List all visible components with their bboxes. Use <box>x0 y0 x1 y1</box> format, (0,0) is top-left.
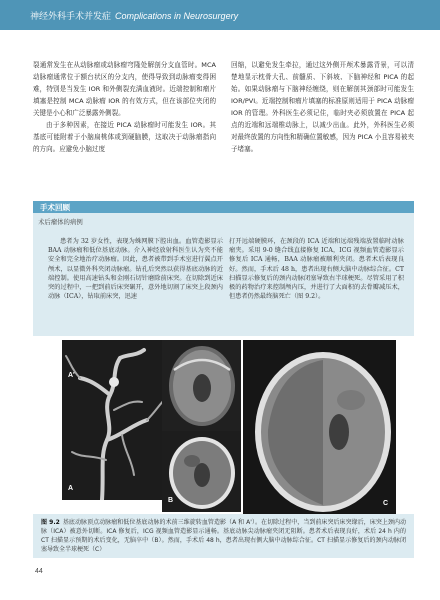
figure-caption-text: 基底动脉顶点动脉瘤和低位基底动脉的术前三维旋转血管造影（A 和 A'）。在切除过程中，当到前床突后床突缘后，床突上颈内动脉（ICA）被意外切断。ICA 修复后，ICG 视频血管造影显示通畅。基底动脉尖动脉瘤夹闭无阻断。患者术后表现良好，术后 24 h 内的 CT 扫描显示预期的术后变化，无脑卒中（B）。然而，手术后 48 h，患者出现右侧大脑中动脉综合征。CT 扫描显示修复后的颈内动脉闭塞导致全半球梗死（C） <box>41 519 406 553</box>
case-review-box <box>33 213 414 336</box>
ct-scan-graphic-b-top <box>162 340 241 431</box>
figure-label-b: B <box>168 497 174 504</box>
body-paragraph: 由于多种因素，在接近 PICA 动脉瘤时可能发生 IOR。其基底可能附着于小脑扁桃体或到硬脑膜，这取决于动脉瘤指向的方向。应避免小脑过度 <box>33 121 216 153</box>
case-column-left <box>48 237 223 301</box>
running-header <box>0 0 440 30</box>
case-paragraph: 打开远端硬膜环，在颈段的 ICA 近端和远端残端放置临时动脉瘤夹。采用 9-0 缝合线直接修复 ICA，ICG 视频血管造影显示修复后 ICA 通畅，BAA 动脉瘤被顺利夹闭。患者术后表现良好。然而，手术后 48 h，患者出现右侧大脑中动脉综合征。CT 扫描显示修复后的颈内动脉闭塞导致右半球梗死。尽管采用了积极的药物治疗来控制颅内压，并进行了大面积的去骨瓣减压术，但患者仍然最终脑死亡（图 9.2）。 <box>229 238 404 301</box>
figure-label-a: A <box>68 485 74 492</box>
ct-scan-graphic-b <box>162 431 241 512</box>
figure-label-a-prime: A' <box>68 372 75 379</box>
header-title-en: Complications in Neurosurgery <box>115 11 239 21</box>
ct-scan-graphic-c <box>243 340 396 515</box>
body-paragraph: 回缩，以避免发生牵拉，通过这外侧开颅术暴露背景，可以清楚地显示枕骨大孔、前髓质、下斜坡、下脑神经和 PICA 的起始。如果动脉瘤与下脑神经缠绕，则在解剖其颈部时可能发生 IOR/PVI。近端控制和瘤片填塞的标准原则适用于 PICA 动脉瘤 IOR 的管理。外科医生必须记住，临时夹必须放置在 PICA 起点的近端和远端椎动脉上，以减少出血。此外，外科医生必须对最终放置的方向性和精确位置敏感，因为 PICA 小且容易被夹子堵塞。 <box>231 61 414 153</box>
header-title-zh: 神经外科手术并发症 <box>30 12 112 22</box>
ct-image-c <box>243 340 396 515</box>
ct-image-b-top <box>162 340 241 431</box>
case-column-right <box>229 237 404 301</box>
ct-image-b <box>162 431 241 512</box>
case-paragraph: 患者为 32 岁女性，表现为蛛网膜下腔出血。血管造影显示 BAA 动脉瘤和低位基底动脉。介入神经放射科医生认为夹不能安全和完全地治疗动脉瘤。因此，患者被带到手术室进行翼点开颅术，以显微外科夹闭动脉瘤。钻孔后突然以获得基底动脉的近端控制。使用高速钻头和金刚石切针磨除前床突。在切除到近床突的过程中，一把到前后床突碾开，意外地切割了床突上段颈内动脉（ICA），钻取前床突，迅速 <box>48 238 223 301</box>
case-review-title: 手术回顾 <box>40 203 70 212</box>
figure-caption <box>41 518 406 554</box>
header-title <box>30 9 238 22</box>
body-column-right <box>231 59 414 155</box>
case-review-subtitle: 术后瘤体的病例 <box>38 218 83 226</box>
figure-label-c: C <box>383 500 389 507</box>
body-paragraph: 裂通常发生在从动脉瘤或动脉瘤穹隆处解剖分支血管时。MCA 动脉瘤通常位于额台状区的分支内，使得导致到动脉瘤变得困难，特别是当发生 IOR 和外侧裂充满血液时。近端控制和瘤片填塞是控制 MCA 动脉瘤 IOR 的有效方式，但在该部位夹闭的关键是小心和广泛暴露外侧裂。 <box>33 61 216 117</box>
body-column-left <box>33 59 216 155</box>
case-review-header <box>33 201 414 213</box>
figure-number: 图 9.2 <box>41 519 60 526</box>
page-number: 44 <box>35 568 43 575</box>
figure-caption-box <box>33 514 414 558</box>
